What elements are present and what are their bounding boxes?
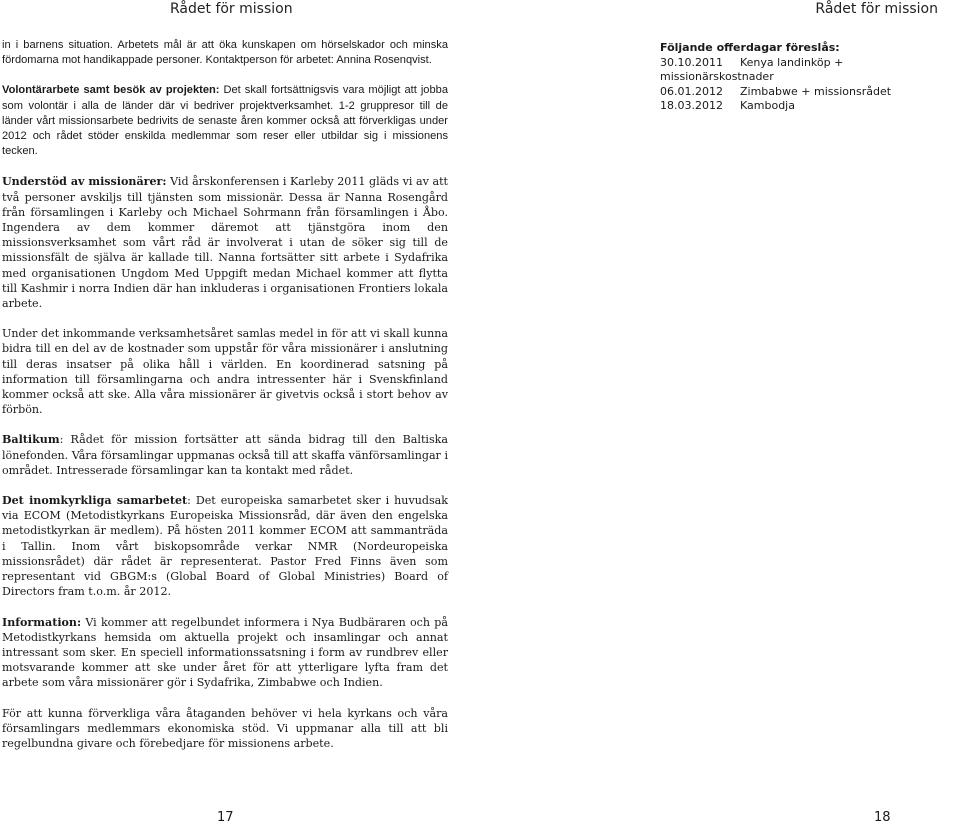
paragraph-cooperation <box>2 493 448 599</box>
paragraph-hearing-project: in i barnens situation. Arbetets mål är att öka kunskapen om hörselskador och minska fördomarna mot handikappade personer. Kontaktperson för arbetet: Annina Rosenqvist. <box>2 39 448 67</box>
paragraph-body: Vid årskonferensen i Karleby 2011 gläds vi av att två personer avskiljs till tjänsten som missionär. Dessa är Nanna Rosengård från församlingen i Karleby och Michael Sohrmann från församlingen i Åbo. Ingendera av dem kommer däremot att tjänstgöra inom den missionsverksamhet som vårt råd är involverat i utan de söker sig till de missionsfält de själva är kallade till. Nanna fortsätter sitt arbete i Sydafrika med organisationen Ungdom Med Uppgift medan Michael kommer att flytta till Kashmir i norra Indien där han inkluderas i organisationen Frontiers lokala arbete. <box>2 175 448 311</box>
running-header-left: Rådet för mission <box>170 1 293 17</box>
offering-date: 18.03.2012 <box>660 99 723 113</box>
offering-date: 30.10.2011 <box>660 55 723 69</box>
offering-day-row <box>660 56 960 85</box>
paragraph-heading: Volontärarbete samt besök av projekten: <box>2 84 220 97</box>
page-number-right: 18 <box>874 810 891 825</box>
paragraph-closing-appeal: För att kunna förverkliga våra åtaganden behöver vi hela kyrkans och våra församlingars medlemmars ekonomiska stöd. Vi uppmanar alla till att bli regelbundna givare och förebedjare för missionens arbete. <box>2 706 448 750</box>
paragraph-fundraising: Under det inkommande verksamhetsåret samlas medel in för att vi skall kunna bidra till en del av de kostnader som uppstår för våra missionärer i anslutning till deras insatser på olika håll i världen. En koordinerad satsning på information till församlingarna och andra intressenter här i Svenskfinland kommer också att ske. Alla våra missionärer är givetvis också i stort behov av förbön. <box>2 327 448 417</box>
offering-purpose: Kambodja <box>740 99 795 113</box>
paragraph-body: : Rådet för mission fortsätter att sända bidrag till den Baltiska lönefonden. Våra församlingar uppmanas också till att skaffa vänförsamlingar i området. Intresserade församlingar kan ta kontakt med rådet. <box>2 433 448 477</box>
paragraph-heading: Information: <box>2 615 82 629</box>
left-column <box>2 38 448 751</box>
paragraph-body: Det skall fortsättnigsvis vara möjligt att jobba som volontär i alla de länder där vi bedriver projektverksamhet. 1-2 gruppresor till de länder vårt missionsarbete bedrivits de senaste åren kommer också att förverkligas under 2012 och rådet stöder enskilda medlemmar som reser eller utbildar sig i missionens tecken. <box>2 84 448 158</box>
paragraph-heading: Baltikum <box>2 433 60 447</box>
paragraph-heading: Det inomkyrkliga samarbetet <box>2 494 188 508</box>
paragraph-body: : Det europeiska samarbetet sker i huvudsak via ECOM (Metodistkyrkans Europeiska Missionsråd, där även den engelska metodistkyrkan är medlem). På hösten 2011 kommer ECOM att sammanträda i Tallin. Inom vårt biskopsområde verkar NMR (Nordeuropeiska missionsrådet) där rådet är representerat. Pastor Fred Finns även som representant vid GBGM:s (Global Board of Global Ministries) Board of Directors fram t.o.m. år 2012. <box>2 494 448 599</box>
offering-day-row <box>660 99 960 114</box>
running-header-right: Rådet för mission <box>815 1 938 17</box>
offering-day-row <box>660 85 960 100</box>
paragraph-volunteer-work <box>2 83 448 159</box>
offering-days-title: Följande offerdagar föreslås: <box>660 41 840 54</box>
paragraph-heading: Understöd av missionärer: <box>2 175 167 189</box>
paragraph-baltikum <box>2 432 448 478</box>
paragraph-body: Vi kommer att regelbundet informera i Nya Budbäraren och på Metodistkyrkans hemsida om aktuella projekt och insamlingar och annat intressant som sker. En speciell informationssatsning i form av rundbrev eller motsvarande kommer att ske under året för att ytterligare lyfta fram det arbete som våra missionärer gör i Sydafrika, Zimbabwe och Indien. <box>2 615 448 690</box>
offering-purpose: Kenya landinköp + missionärskostnader <box>660 55 844 84</box>
offering-date: 06.01.2012 <box>660 84 723 98</box>
page-number-left: 17 <box>217 810 234 825</box>
offering-purpose: Zimbabwe + missionsrådet <box>740 84 892 98</box>
paragraph-information <box>2 615 448 691</box>
paragraph-missionary-support <box>2 174 448 311</box>
right-column <box>660 41 960 114</box>
